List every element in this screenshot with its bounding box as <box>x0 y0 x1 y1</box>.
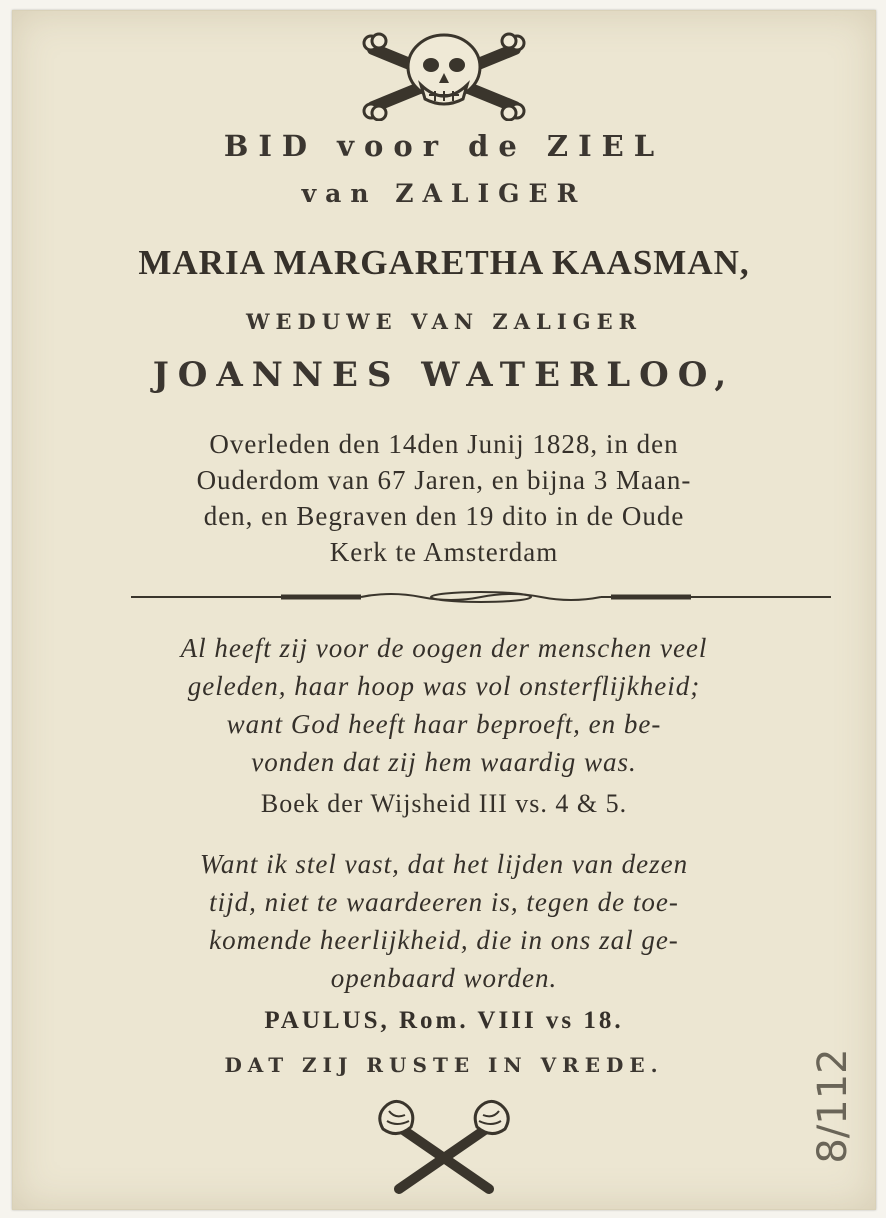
reference-wisdom: Boek der Wijsheid III vs. 4 & 5. <box>260 789 628 818</box>
quote2-line-2: tijd, niet te waardeeren is, tegen de toe- <box>209 887 679 917</box>
skull-crossbones-icon <box>359 29 529 121</box>
reference-paulus: PAULUS, Rom. VIII vs 18. <box>264 1007 624 1034</box>
deceased-name: MARIA MARGARETHA KAASMAN, <box>138 243 750 282</box>
details-line-2: Ouderdom van 67 Jaren, en bijna 3 Maan- <box>196 465 692 495</box>
handwritten-catalog-number: 8/112 <box>810 1048 856 1164</box>
crossed-torches-icon <box>369 1097 519 1197</box>
quote1-line-4: vonden dat zij hem waardig was. <box>251 747 637 777</box>
ornamental-divider <box>131 585 831 609</box>
closing-line: DAT ZIJ RUSTE IN VREDE. <box>224 1053 664 1077</box>
title-line-2: van ZALIGER <box>301 179 587 208</box>
quote2-line-4: openbaard worden. <box>330 963 558 993</box>
title-line-1: BID voor de ZIEL <box>223 129 665 163</box>
widow-line: WEDUWE VAN ZALIGER <box>245 309 643 334</box>
quote1-line-3: want God heeft haar beproeft, en be- <box>226 709 662 739</box>
quote2-line-3: komende heerlijkheid, die in ons zal ge- <box>209 925 679 955</box>
details-line-4: Kerk te Amsterdam <box>329 537 559 567</box>
husband-name: JOANNES WATERLOO, <box>152 355 736 395</box>
quote1-line-1: Al heeft zij voor de oogen der menschen veel <box>180 633 708 663</box>
quote2-line-1: Want ik stel vast, dat het lijden van dezen <box>199 849 689 879</box>
prayer-card <box>12 10 876 1210</box>
details-line-3: den, en Begraven den 19 dito in de Oude <box>203 501 685 531</box>
quote1-line-2: geleden, haar hoop was vol onsterflijkheid; <box>187 671 701 701</box>
details-line-1: Overleden den 14den Junij 1828, in den <box>209 429 679 459</box>
